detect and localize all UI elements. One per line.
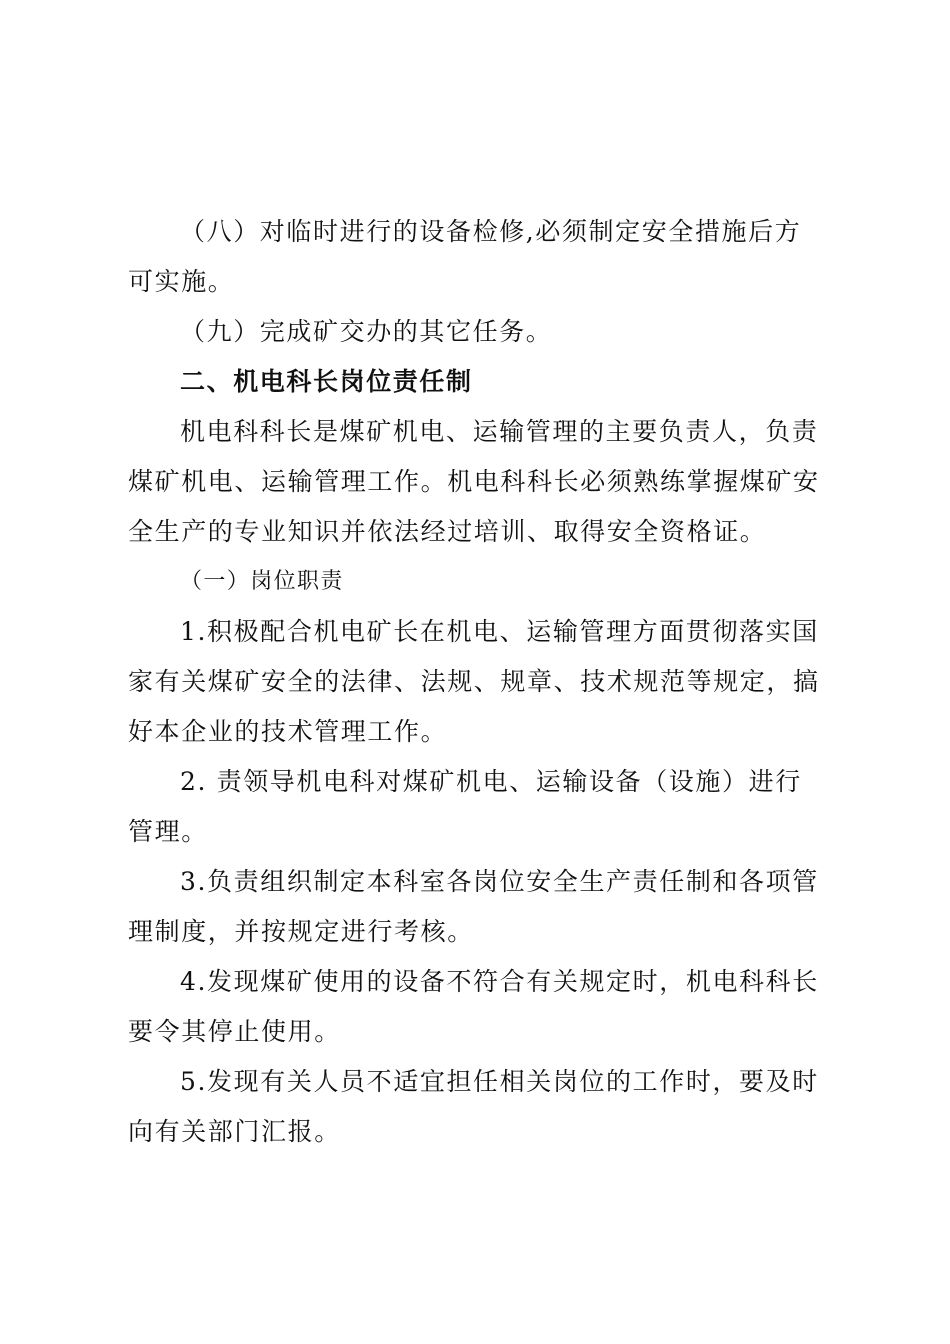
duty-item-4: 4.发现煤矿使用的设备不符合有关规定时，机电科科长要令其停止使用。 [128, 967, 819, 1046]
duty-item-3: 3.负责组织制定本科室各岗位安全生产责任制和各项管理制度，并按规定进行考核。 [128, 867, 819, 946]
document-body [128, 207, 820, 1157]
duty-item-5: 5.发现有关人员不适宜担任相关岗位的工作时，要及时向有关部门汇报。 [128, 1067, 819, 1146]
duty-item-1: 1.积极配合机电矿长在机电、运输管理方面贯彻落实国家有关煤矿安全的法律、法规、规章、技术规范等规定，搞好本企业的技术管理工作。 [128, 617, 820, 746]
subsection-heading: （一）岗位职责 [180, 569, 344, 594]
paragraph-item-9: （九）完成矿交办的其它任务。 [180, 317, 553, 346]
section-heading: 二、机电科长岗位责任制 [180, 367, 473, 396]
duty-item-2: 2. 责领导机电科对煤矿机电、运输设备（设施）进行管理。 [128, 767, 802, 846]
paragraph-item-8: （八）对临时进行的设备检修,必须制定安全措施后方可实施。 [128, 217, 802, 296]
intro-paragraph: 机电科科长是煤矿机电、运输管理的主要负责人，负责煤矿机电、运输管理工作。机电科科长必须熟练掌握煤矿安全生产的专业知识并依法经过培训、取得安全资格证。 [128, 417, 820, 546]
